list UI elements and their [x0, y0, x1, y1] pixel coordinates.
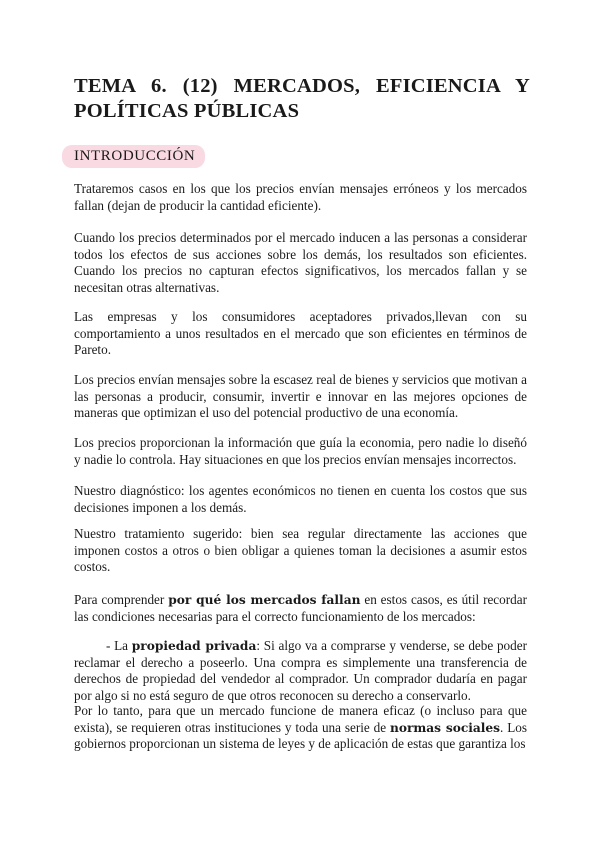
text: Por lo tanto, para que un mercado funcione de manera eficaz (o incluso para que exista), se requieren otras instituciones y toda una serie de: [74, 703, 527, 735]
paragraph: [74, 592, 527, 625]
bold-text: normas sociales: [389, 720, 501, 735]
paragraph: Trataremos casos en los que los precios envían mensajes erróneos y los mercados fallan (dejan de producir la cantidad eficiente).: [74, 181, 527, 213]
text: . Los gobiernos proporcionan un sistema de leyes y de aplicación de estas que garantiza los: [74, 719, 528, 752]
bold-text: propiedad privada: [131, 639, 257, 653]
paragraph: Nuestro diagnóstico: los agentes económicos no tienen en cuenta los costos que sus decisiones imponen a los demás.: [74, 483, 527, 515]
text: - La: [106, 638, 132, 653]
paragraph: [74, 638, 527, 705]
text: : Si algo va a comprarse y venderse, se debe poder reclamar el derecho a poseerlo. Una compra es simplemente una transferencia de derechos de propiedad del vendedor al comprador. Un comprador dudaría en pagar por algo si no está seguro de que otros reconocen su derecho a conservarlo.: [74, 638, 527, 704]
text: Para comprender: [74, 592, 169, 607]
paragraph: Cuando los precios determinados por el mercado inducen a las personas a considerar todos los efectos de sus acciones sobre los demás, los resultados son eficientes. Cuando los precios no capturan efectos significativos, los mercados fallan y se necesitan otras alternativas.: [74, 230, 527, 296]
section-heading-introduccion: INTRODUCCIÓN: [62, 145, 205, 168]
page-title: TEMA 6. (12) MERCADOS, EFICIENCIA Y POLÍTICAS PÚBLICAS: [74, 75, 530, 122]
paragraph: Los precios envían mensajes sobre la escasez real de bienes y servicios que motivan a las personas a producir, consumir, invertir e innovar en las mejores opciones de maneras que optimizan el uso del potencial productivo de una economía.: [74, 372, 527, 421]
paragraph: Nuestro tratamiento sugerido: bien sea regular directamente las acciones que imponen costos a otros o bien obligar a quienes toman la decisiones a asumir estos costos.: [74, 526, 527, 575]
text: en estos casos, es útil recordar las condiciones necesarias para el correcto funcionamiento de los mercados:: [74, 592, 527, 624]
paragraph: Las empresas y los consumidores aceptadores privados,llevan con su comportamiento a unos resultados en el mercado que son eficientes en términos de Pareto.: [74, 309, 527, 358]
paragraph: Los precios proporcionan la información que guía la economia, pero nadie lo diseñó y nadie lo controla. Hay situaciones en que los precios envían mensajes incorrectos.: [74, 435, 527, 467]
bold-text: por qué los mercados fallan: [168, 593, 361, 607]
paragraph: [74, 703, 527, 753]
